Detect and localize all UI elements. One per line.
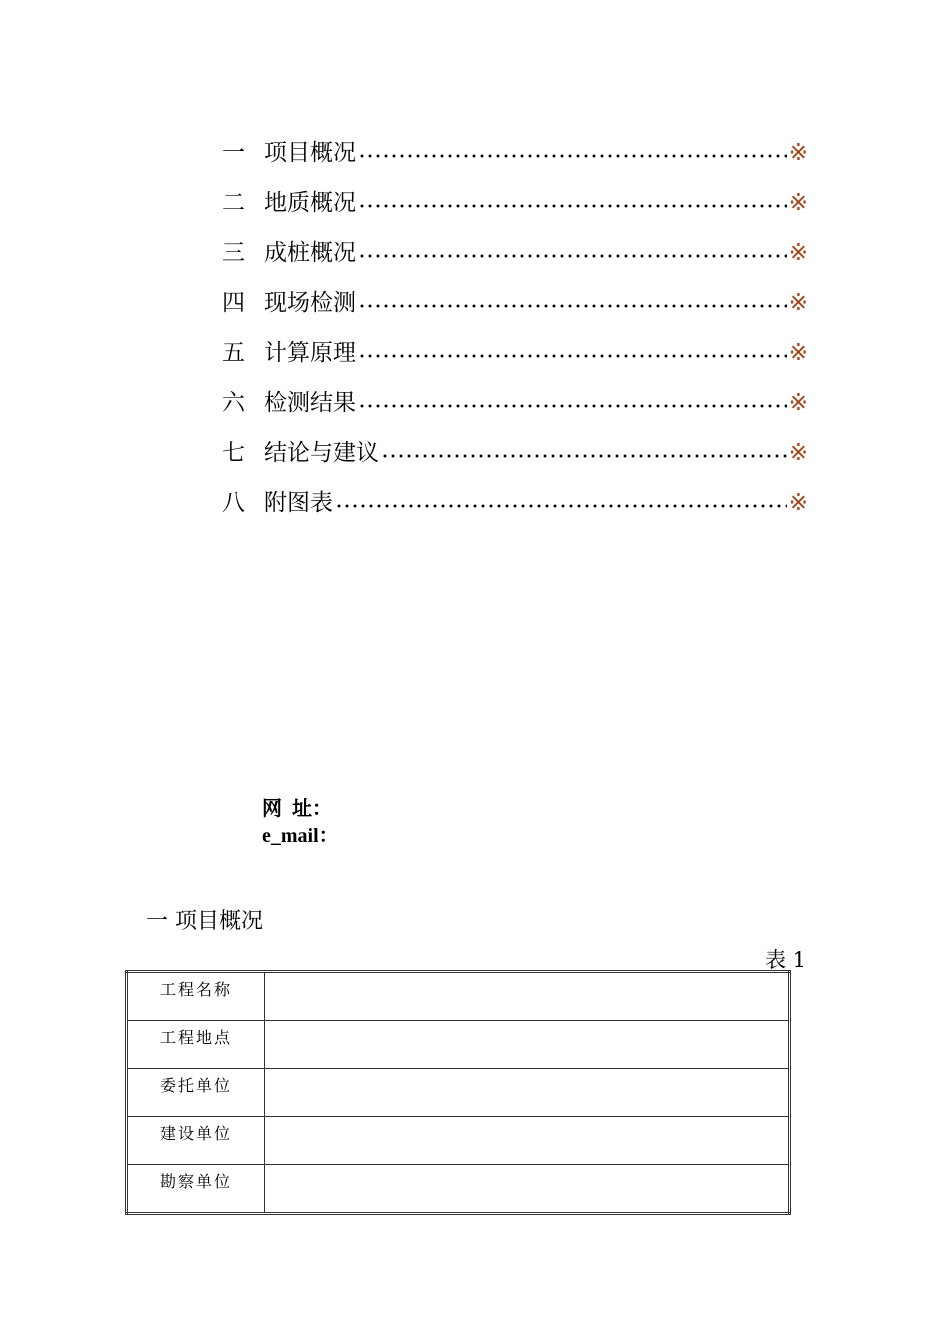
toc-page-marker: ※ — [788, 389, 808, 416]
email-label: e_mail： — [262, 825, 339, 847]
toc-page-marker: ※ — [788, 439, 808, 466]
toc-entry-pile-overview[interactable] — [222, 228, 808, 278]
contact-info — [262, 796, 339, 850]
toc-page-marker: ※ — [788, 289, 808, 316]
toc-entry-number: 二 — [222, 189, 245, 216]
project-location-value[interactable] — [265, 1021, 790, 1069]
dot-leader — [381, 454, 787, 458]
survey-unit-value[interactable] — [265, 1165, 790, 1214]
dot-leader — [335, 504, 787, 508]
dot-leader — [358, 154, 787, 158]
toc-entry-field-testing[interactable] — [222, 278, 808, 328]
construction-unit-label: 建设单位 — [127, 1117, 265, 1165]
toc-entry-appendix[interactable] — [222, 478, 808, 528]
table-row — [127, 1117, 790, 1165]
project-info-table — [125, 970, 791, 1215]
project-name-label: 工程名称 — [127, 972, 265, 1021]
dot-leader — [358, 354, 787, 358]
toc-page-marker: ※ — [788, 339, 808, 366]
toc-page-marker: ※ — [788, 489, 808, 516]
table-caption: 表 1 — [764, 948, 806, 972]
website-label: 网 址： — [262, 798, 332, 820]
dot-leader — [358, 204, 787, 208]
toc-entry-label: 项目概况 — [264, 139, 356, 166]
section-title: 一 项目概况 — [146, 909, 263, 934]
table-row — [127, 1165, 790, 1214]
toc-entry-label: 现场检测 — [264, 289, 356, 316]
toc-entry-number: 四 — [222, 289, 245, 316]
project-location-label: 工程地点 — [127, 1021, 265, 1069]
table-row — [127, 1021, 790, 1069]
toc-entry-number: 六 — [222, 389, 245, 416]
toc-entry-calculation-principle[interactable] — [222, 328, 808, 378]
toc-entry-test-results[interactable] — [222, 378, 808, 428]
toc-entry-conclusions[interactable] — [222, 428, 808, 478]
toc-entry-number: 五 — [222, 339, 245, 366]
table-row — [127, 1069, 790, 1117]
toc-entry-label: 成桩概况 — [264, 239, 356, 266]
toc-entry-label: 检测结果 — [264, 389, 356, 416]
toc-entry-label: 结论与建议 — [264, 439, 379, 466]
table-of-contents — [222, 128, 808, 528]
dot-leader — [358, 404, 787, 408]
toc-entry-label: 地质概况 — [264, 189, 356, 216]
toc-entry-number: 一 — [222, 139, 245, 166]
dot-leader — [358, 254, 787, 258]
toc-page-marker: ※ — [788, 189, 808, 216]
toc-entry-project-overview[interactable] — [222, 128, 808, 178]
toc-entry-number: 七 — [222, 439, 245, 466]
client-unit-value[interactable] — [265, 1069, 790, 1117]
toc-page-marker: ※ — [788, 139, 808, 166]
toc-entry-label: 附图表 — [264, 489, 333, 516]
toc-page-marker: ※ — [788, 239, 808, 266]
toc-entry-geology-overview[interactable] — [222, 178, 808, 228]
toc-entry-number: 三 — [222, 239, 245, 266]
client-unit-label: 委托单位 — [127, 1069, 265, 1117]
dot-leader — [358, 304, 787, 308]
table-row — [127, 972, 790, 1021]
project-name-value[interactable] — [265, 972, 790, 1021]
toc-entry-label: 计算原理 — [264, 339, 356, 366]
toc-entry-number: 八 — [222, 489, 245, 516]
survey-unit-label: 勘察单位 — [127, 1165, 265, 1214]
construction-unit-value[interactable] — [265, 1117, 790, 1165]
